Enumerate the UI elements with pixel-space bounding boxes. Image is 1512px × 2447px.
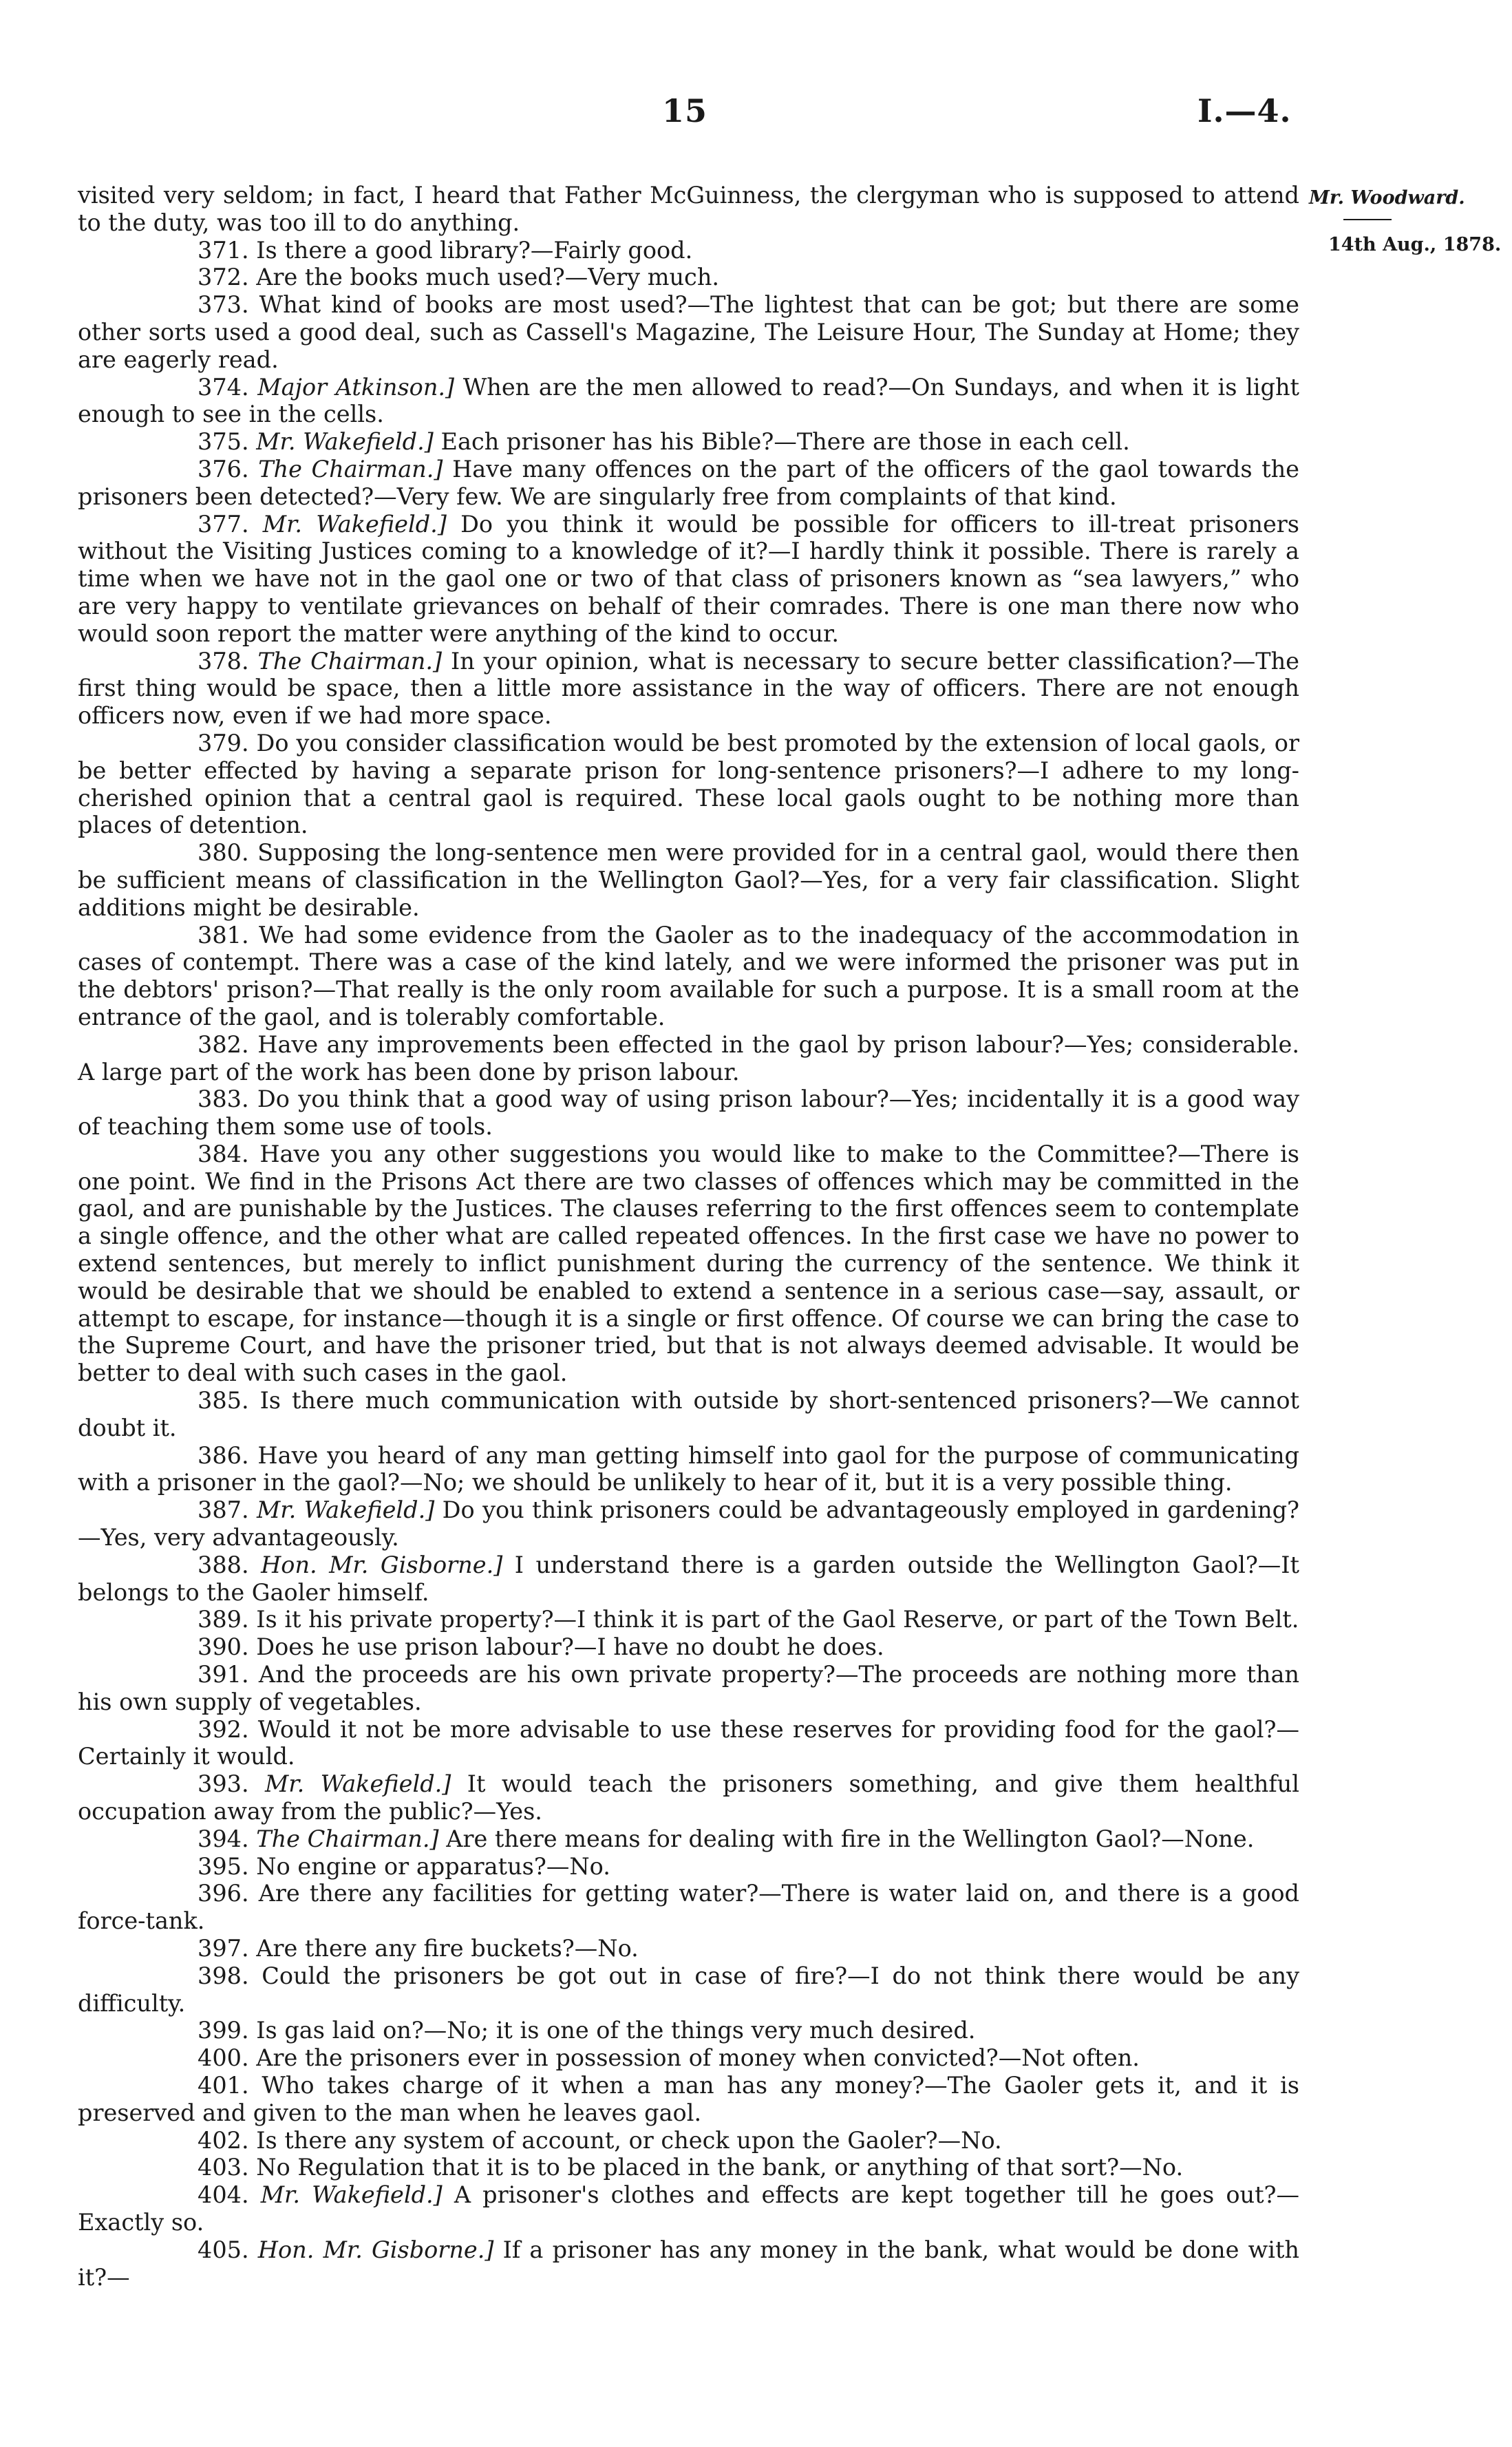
question-number: 402. [198, 2126, 249, 2154]
speaker-label: Major Atkinson.] [257, 373, 455, 401]
question-number: 390. [198, 1633, 249, 1661]
testimony-paragraph [78, 2072, 1299, 2127]
question-number: 387. [198, 1496, 249, 1524]
date-sidenote: 14th Aug., 1878. [1328, 234, 1502, 255]
paragraph-text: No engine or apparatus?—No. [256, 1852, 610, 1880]
paragraph-text: Is there a good library?—Fairly good. [256, 236, 693, 264]
paragraph-text: I understand there is a garden outside the Wellington Gaol?—It belongs to the Gaoler himself. [78, 1551, 1299, 1606]
testimony-paragraph [78, 511, 1299, 648]
question-number: 373. [198, 291, 249, 319]
question-number: 379. [198, 729, 249, 756]
testimony-paragraph [78, 1606, 1299, 1633]
testimony-paragraph [78, 1853, 1299, 1881]
testimony-paragraph [78, 2127, 1299, 2154]
testimony-paragraph [78, 2154, 1299, 2181]
speaker-label: Hon. Mr. Gisborne.] [261, 1551, 503, 1578]
question-number: 371. [198, 236, 249, 264]
paragraph-text: What kind of books are most used?—The lightest that can be got; but there are some other sorts used a good deal, such as Cassell's Magazine, The Leisure Hour, The Sunday at Home; they are eagerly read. [78, 291, 1299, 373]
question-number: 386. [198, 1441, 249, 1469]
paragraph-text: A prisoner's clothes and effects are kept together till he goes out?—Exactly so. [78, 2181, 1299, 2236]
paragraph-text: We had some evidence from the Gaoler as to the inadequacy of the accommodation in cases of contempt. There was a case of the kind lately, and we were informed the prisoner was put in the debtors' prison?—That really is the only room available for such a purpose. It is a small room at the entrance of the gaol, and is tolerably comfortable. [78, 921, 1299, 1030]
witness-sidenote: Mr. Woodward. [1309, 187, 1465, 209]
testimony-paragraph [78, 1935, 1299, 1962]
paragraph-text: No Regulation that it is to be placed in the bank, or anything of that sort?—No. [256, 2154, 1184, 2181]
question-number: 376. [198, 455, 249, 483]
testimony-paragraph [78, 839, 1299, 921]
testimony-paragraph [78, 2181, 1299, 2236]
testimony-paragraph [78, 1496, 1299, 1551]
speaker-label: Mr. Wakefield.] [256, 428, 434, 456]
testimony-paragraph [78, 264, 1299, 291]
paragraph-text: If a prisoner has any money in the bank, what would be done with it?— [78, 2236, 1299, 2291]
testimony-paragraph [78, 237, 1299, 264]
speaker-label: Mr. Wakefield.] [265, 1770, 451, 1798]
testimony-paragraph [78, 648, 1299, 730]
question-number: 375. [198, 428, 249, 456]
testimony-paragraph [78, 2236, 1299, 2291]
testimony-paragraph [78, 2017, 1299, 2044]
question-number: 382. [198, 1030, 249, 1058]
question-number: 389. [198, 1606, 249, 1633]
testimony-paragraph [78, 922, 1299, 1031]
paragraph-text: In your opinion, what is necessary to secure better classification?—The first thing would be space, then a little more assistance in the way of officers. There are not enough officers now, even if we had more space. [78, 647, 1299, 730]
question-number: 392. [198, 1715, 249, 1743]
question-number: 372. [198, 264, 249, 291]
question-number: 404. [198, 2181, 249, 2209]
paragraph-text: Do you think it would be possible for officers to ill-treat prisoners without the Visiting Justices coming to a knowledge of it?—I hardly think it possible. There is rarely a time when we have not in the gaol one or two of that class of prisoners known as “sea lawyers,” who are very happy to ventilate grievances on behalf of their comrades. There is one man there now who would soon report the matter were anything of the kind to occur. [78, 510, 1299, 647]
question-number: 374. [198, 373, 249, 401]
question-number: 380. [198, 839, 249, 867]
speaker-label: The Chairman.] [257, 647, 443, 675]
question-number: 391. [198, 1661, 249, 1688]
paragraph-text: Is it his private property?—I think it is part of the Gaol Reserve, or part of the Town Belt. [256, 1606, 1299, 1633]
question-number: 399. [198, 2017, 249, 2044]
testimony-paragraph [78, 1661, 1299, 1716]
testimony-paragraph [78, 1085, 1299, 1141]
question-number: 383. [198, 1085, 249, 1113]
paragraph-text: Do you consider classification would be best promoted by the extension of local gaols, or be better effected by having a separate prison for long-sentence prisoners?—I adhere to my long-cherished opinion that a central gaol is required. These local gaols ought to be nothing more than places of detention. [78, 729, 1299, 839]
testimony-paragraph [78, 182, 1299, 237]
paragraph-text: Are the books much used?—Very much. [256, 264, 720, 291]
paragraph-text: Are the prisoners ever in possession of money when convicted?—Not often. [256, 2044, 1140, 2072]
speaker-label: The Chairman.] [258, 455, 443, 483]
testimony-paragraph [78, 456, 1299, 511]
testimony-paragraph [78, 1962, 1299, 2017]
question-number: 381. [198, 921, 249, 949]
paragraph-text: Is there any system of account, or check upon the Gaoler?—No. [256, 2126, 1002, 2154]
speaker-label: Mr. Wakefield.] [262, 510, 447, 538]
speaker-label: The Chairman.] [256, 1825, 439, 1852]
paragraph-text: Do you think prisoners could be advantageously employed in gardening?—Yes, very advantageously. [78, 1496, 1299, 1551]
document-reference: I.—4. [1197, 92, 1292, 129]
testimony-paragraph [78, 291, 1299, 373]
testimony-paragraph [78, 1551, 1299, 1607]
testimony-paragraph [78, 1141, 1299, 1387]
paragraph-text: Have you heard of any man getting himself into gaol for the purpose of communicating with a prisoner in the gaol?—No; we should be unlikely to hear of it, but it is a very possible thing. [78, 1441, 1299, 1496]
question-number: 397. [198, 1935, 249, 1962]
question-number: 377. [198, 510, 249, 538]
testimony-paragraph [78, 2044, 1299, 2072]
question-number: 400. [198, 2044, 249, 2072]
question-number: 398. [198, 1962, 249, 1989]
paragraph-text: When are the men allowed to read?—On Sundays, and when it is light enough to see in the cells. [78, 373, 1300, 428]
testimony-paragraph [78, 1880, 1299, 1935]
paragraph-text: Are there any fire buckets?—No. [256, 1935, 639, 1962]
question-number: 384. [198, 1140, 249, 1167]
testimony-body [78, 182, 1299, 2291]
testimony-paragraph [78, 1716, 1299, 1771]
paragraph-text: And the proceeds are his own private property?—The proceeds are nothing more than his own supply of vegetables. [78, 1661, 1299, 1715]
paragraph-text: Each prisoner has his Bible?—There are those in each cell. [440, 428, 1130, 456]
question-number: 395. [198, 1852, 249, 1880]
paragraph-text: Have any improvements been effected in the gaol by prison labour?—Yes; considerable. A large part of the work has been done by prison labour. [78, 1030, 1299, 1085]
question-number: 401. [198, 2071, 249, 2099]
paragraph-text: Could the prisoners be got out in case of fire?—I do not think there would be any difficulty. [78, 1962, 1299, 2017]
question-number: 405. [198, 2236, 249, 2263]
paragraph-text: Is gas laid on?—No; it is one of the things very much desired. [256, 2017, 976, 2044]
testimony-paragraph [78, 1031, 1299, 1086]
paragraph-text: Are there any facilities for getting water?—There is water laid on, and there is a good force-tank. [78, 1880, 1299, 1935]
paragraph-text: Are there means for dealing with fire in the Wellington Gaol?—None. [446, 1825, 1255, 1852]
testimony-paragraph [78, 1387, 1299, 1442]
paragraph-text: Have many offences on the part of the officers of the gaol towards the prisoners been detected?—Very few. We are singularly free from complaints of that kind. [78, 455, 1299, 510]
paragraph-text: Supposing the long-sentence men were provided for in a central gaol, would there then be sufficient means of classification in the Wellington Gaol?—Yes, for a very fair classification. Slight additions might be desirable. [78, 839, 1300, 921]
paragraph-text: Does he use prison labour?—I have no doubt he does. [256, 1633, 884, 1661]
testimony-paragraph [78, 428, 1299, 456]
sidenote-divider [1343, 219, 1392, 220]
question-number: 378. [198, 647, 249, 675]
page-number: 15 [662, 92, 708, 129]
testimony-paragraph [78, 1633, 1299, 1661]
speaker-label: Hon. Mr. Gisborne.] [257, 2236, 494, 2263]
testimony-paragraph [78, 374, 1299, 429]
question-number: 394. [198, 1825, 249, 1852]
testimony-paragraph [78, 730, 1299, 839]
question-number: 388. [198, 1551, 249, 1578]
question-number: 393. [198, 1770, 249, 1798]
question-number: 403. [198, 2154, 249, 2181]
paragraph-text: Would it not be more advisable to use these reserves for providing food for the gaol?—Certainly it would. [78, 1715, 1299, 1770]
paragraph-text: visited very seldom; in fact, I heard that Father McGuinness, the clergyman who is supposed to attend to the duty, was too ill to do anything. [78, 182, 1299, 236]
question-number: 385. [198, 1387, 249, 1415]
testimony-paragraph [78, 1442, 1299, 1497]
speaker-label: Mr. Wakefield.] [256, 1496, 435, 1524]
paragraph-text: Is there much communication with outside by short-sentenced prisoners?—We cannot doubt it. [78, 1387, 1299, 1441]
paragraph-text: Do you think that a good way of using prison labour?—Yes; incidentally it is a good way of teaching them some use of tools. [78, 1085, 1299, 1141]
testimony-paragraph [78, 1770, 1299, 1825]
paragraph-text: Who takes charge of it when a man has any money?—The Gaoler gets it, and it is preserved and given to the man when he leaves gaol. [78, 2071, 1299, 2126]
testimony-paragraph [78, 1825, 1299, 1853]
question-number: 396. [198, 1880, 249, 1907]
speaker-label: Mr. Wakefield.] [260, 2181, 443, 2209]
paragraph-text: It would teach the prisoners something, and give them healthful occupation away from the public?—Yes. [78, 1770, 1299, 1825]
paragraph-text: Have you any other suggestions you would like to make to the Committee?—There is one point. We find in the Prisons Act there are two classes of offences which may be committed in the gaol, and are punishable by the Justices. The clauses referring to the first offences seem to contemplate a single offence, and the other what are called repeated offences. In the first case we have no power to extend sentences, but merely to inflict punishment during the currency of the sentence. We think it would be desirable that we should be enabled to extend a sentence in a serious case—say, assault, or attempt to escape, for instance—though it is a single or first offence. Of course we can bring the case to the Supreme Court, and have the prisoner tried, but that is not always deemed advisable. It would be better to deal with such cases in the gaol. [78, 1140, 1299, 1387]
